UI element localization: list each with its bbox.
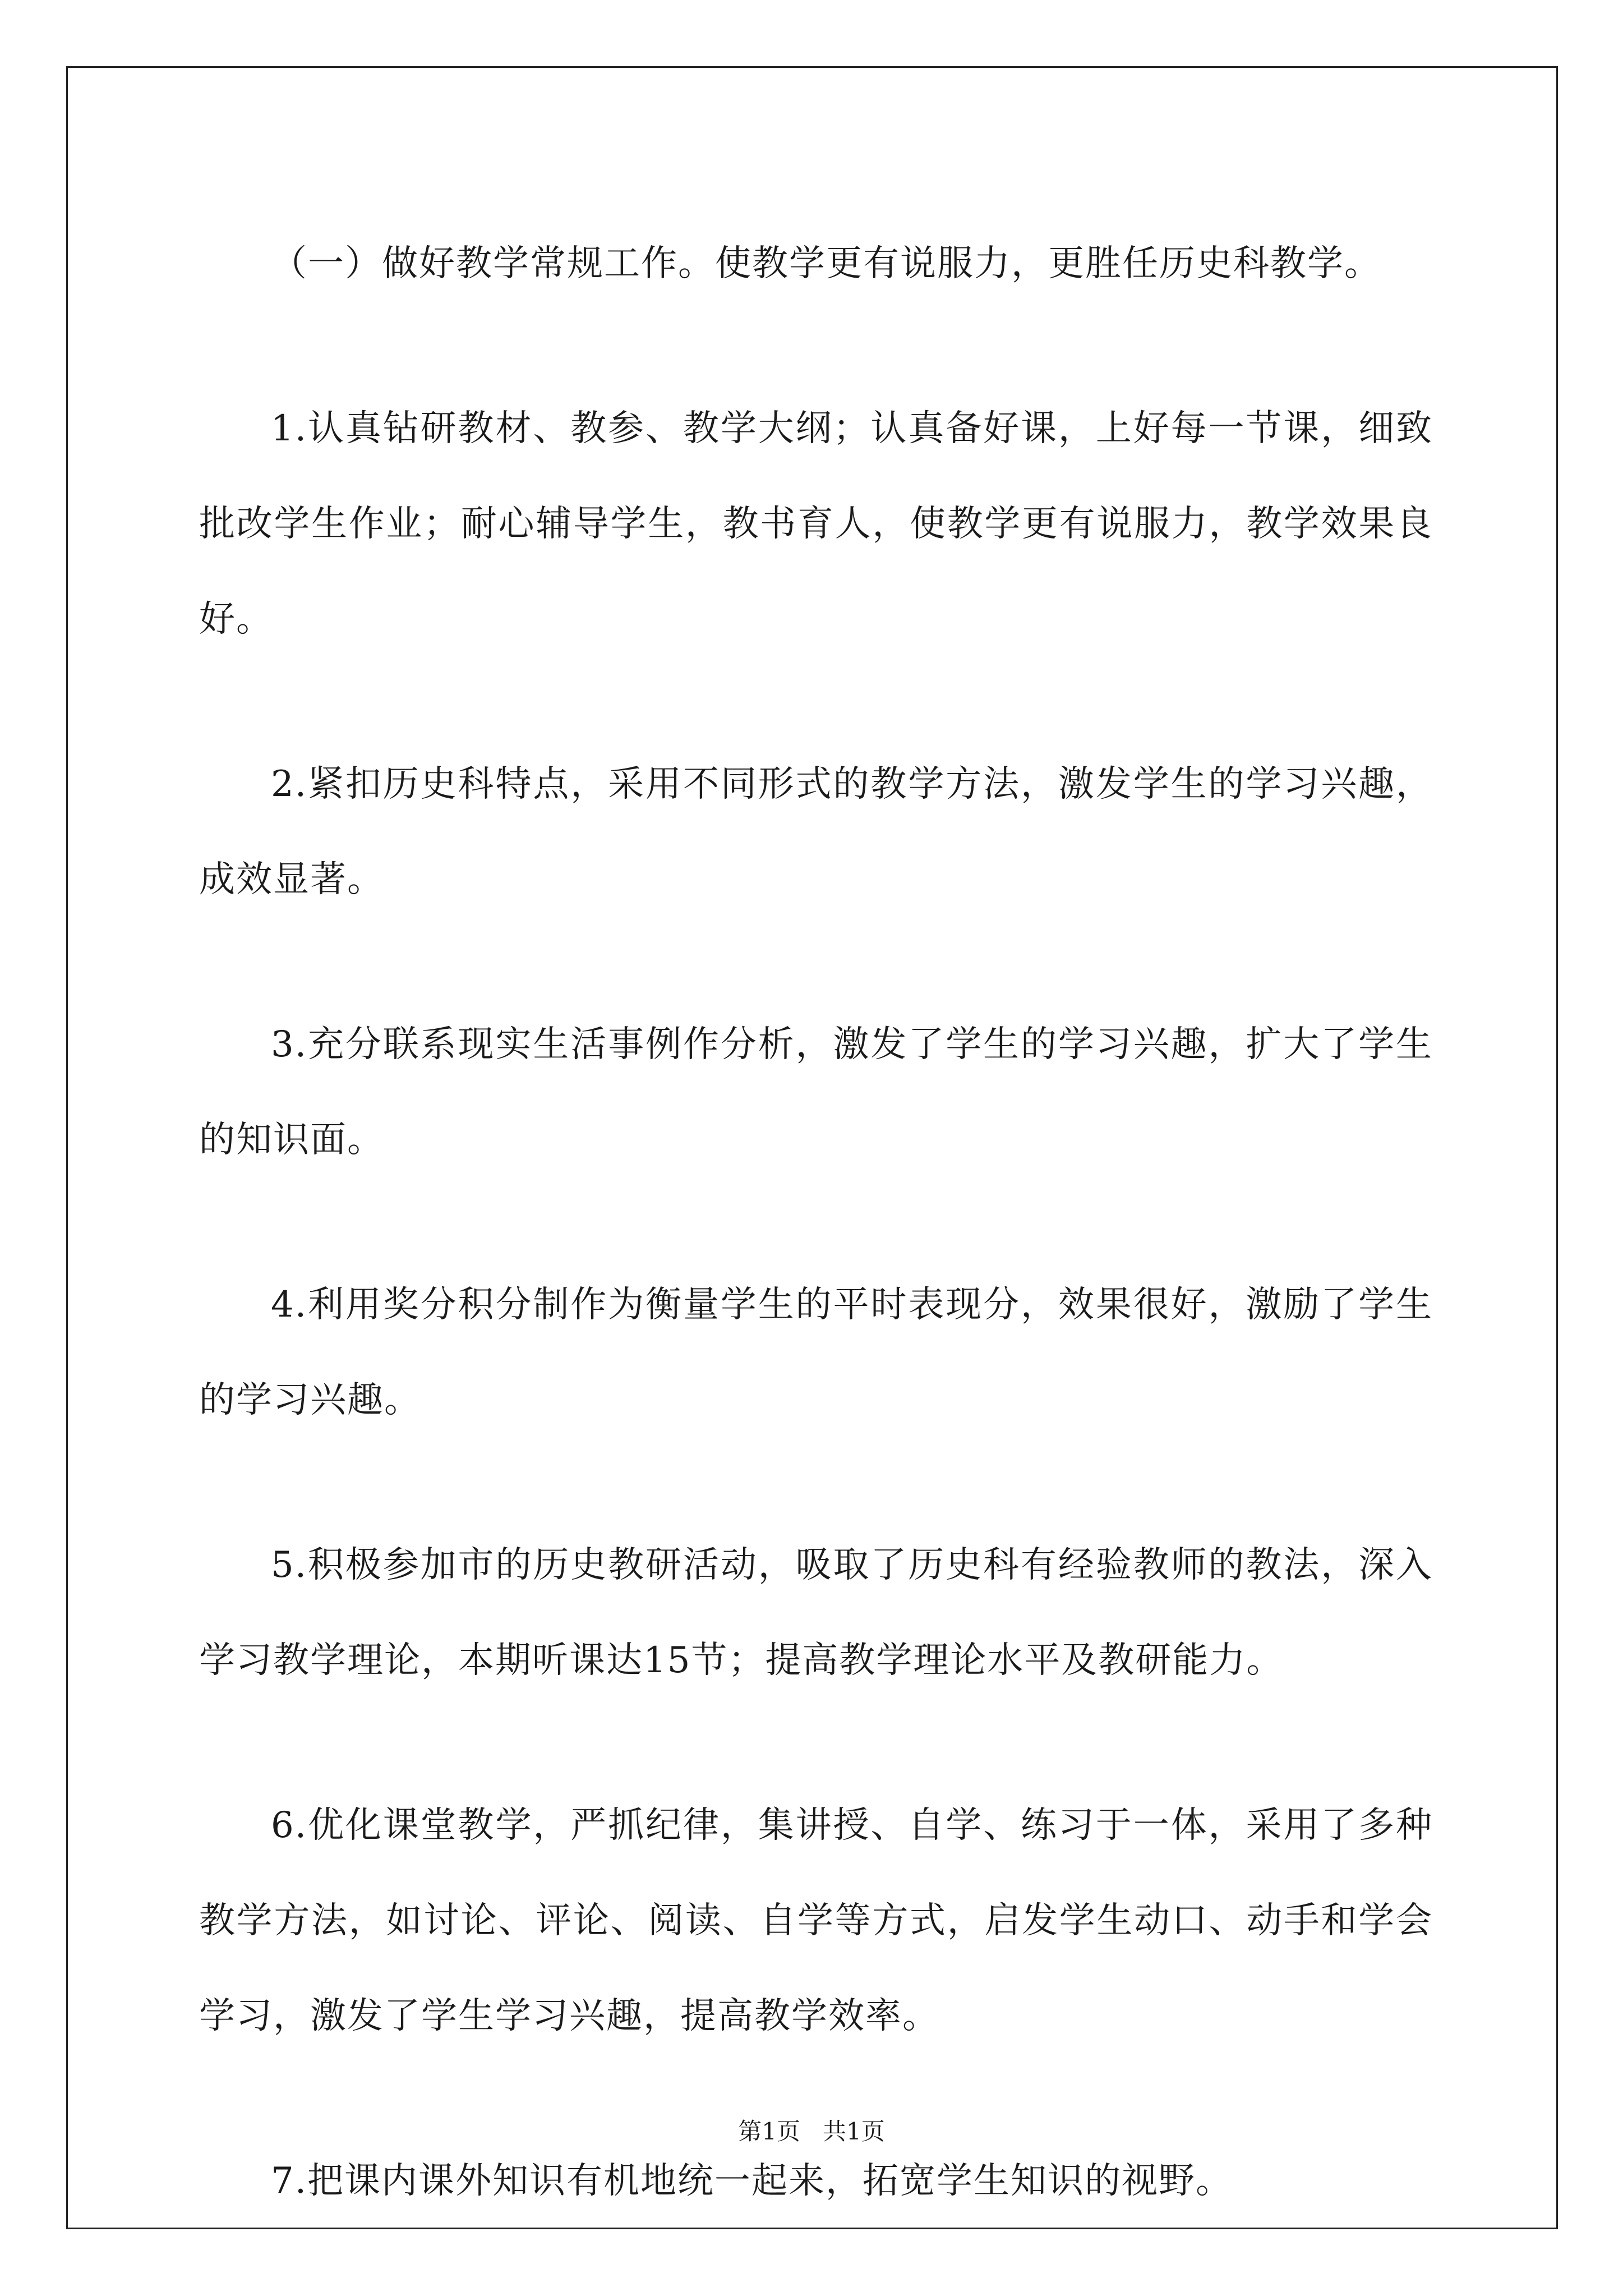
paragraph-item-3: 3.充分联系现实生活事例作分析，激发了学生的学习兴趣，扩大了学生的知识面。 [199,1024,1433,1161]
paragraph-item-7: 7.把课内课外知识有机地统一起来，拓宽学生知识的视野。 [271,2160,1233,2202]
page-footer [0,2115,1623,2148]
page-total: 共1页 [823,2118,885,2145]
paragraph-intro: （一）做好教学常规工作。使教学更有说服力，更胜任历史科教学。 [271,243,1381,284]
paragraph-item-1: 1.认真钻研教材、教参、教学大纲；认真备好课，上好每一节课，细致批改学生作业；耐心辅导学生，教书育人，使教学更有说服力，教学效果良好。 [199,408,1433,640]
paragraph-item-5: 5.积极参加市的历史教研活动，吸取了历史科有经验教师的教法，深入学习教学理论，本期听课达15节；提高教学理论水平及教研能力。 [199,1544,1433,1681]
paragraph-item-4: 4.利用奖分积分制作为衡量学生的平时表现分，效果很好，激励了学生的学习兴趣。 [199,1284,1433,1421]
paragraph-item-6: 6.优化课堂教学，严抓纪律，集讲授、自学、练习于一体，采用了多种教学方法，如讨论、评论、阅读、自学等方式，启发学生动口、动手和学会学习，激发了学生学习兴趣，提高教学效率。 [199,1805,1433,2037]
paragraph-item-2: 2.紧扣历史科特点，采用不同形式的教学方法，激发学生的学习兴趣，成效显著。 [199,763,1433,900]
document-body [199,216,1433,2229]
page-number: 第1页 [738,2118,800,2145]
